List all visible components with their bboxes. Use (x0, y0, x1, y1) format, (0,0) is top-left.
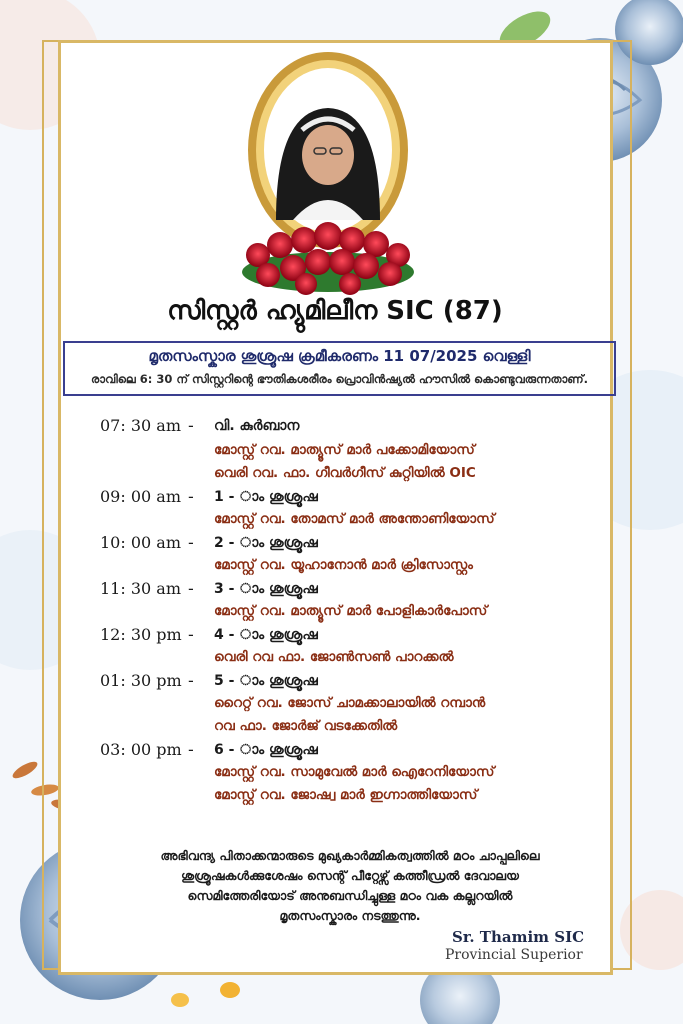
portrait (238, 50, 418, 295)
funeral-date-line: മൃതസംസ്കാര ശുശ്രൂഷ ക്രമീകരണം 11 07/2025 വെള്ളി (148, 347, 531, 365)
celebrant: റവ ഫാ. ജോർജ് വടക്കേതിൽ (214, 718, 398, 734)
celebrant: വെരി റവ. ഫാ. ഗീവർഗീസ് കുറ്റിയിൽ OIC (214, 465, 476, 481)
funeral-notice-box (63, 341, 616, 396)
celebrant: മോസ്റ്റ് റവ. മാത്യൂസ് മാർ പക്കോമിയോസ് (214, 442, 475, 458)
arrival-notice-line: രാവിലെ 6: 30 ന് സിസ്റ്ററിന്റെ ഭൗതികശരീരം പ്രൊവിൻഷ്യൽ ഹൗസിൽ കൊണ്ടുവരുന്നതാണ്. (91, 372, 588, 386)
schedule-time: 03: 00 pm (100, 740, 182, 759)
burial-line: മൃതസംസ്കാരം നടത്തുന്നു. (279, 908, 421, 923)
schedule-title: വി. കുർബാന (214, 418, 300, 434)
schedule-title: 1 - ാം ശുശ്രൂഷ (214, 489, 318, 505)
dash: - (188, 671, 194, 690)
dash: - (188, 579, 194, 598)
deceased-name: സിസ്റ്റർ ഹ്യുമിലീന SIC (87) (167, 296, 503, 326)
schedule-title: 5 - ാം ശുശ്രൂഷ (214, 673, 318, 689)
celebrant: മോസ്റ്റ് റവ. സാമുവേൽ മാർ ഐറേനിയോസ് (214, 764, 495, 780)
burial-line: സെമിത്തേരിയോട് അനുബന്ധിച്ചുള്ള മഠം വക കല്ലറയിൽ (187, 888, 513, 903)
signatory-role: Provincial Superior (445, 947, 583, 963)
celebrant: വെരി റവ ഫാ. ജോൺസൺ പാറക്കൽ (214, 649, 454, 665)
burial-line: അഭിവന്ദ്യ പിതാക്കന്മാരുടെ മുഖ്യകാർമ്മികത്വത്തിൽ മഠം ചാപ്പലിലെ (160, 848, 540, 863)
dash: - (188, 533, 194, 552)
celebrant: മോസ്റ്റ് റവ. യൂഹാനോൻ മാർ ക്രിസോസ്റ്റം (214, 557, 473, 573)
schedule-time: 12: 30 pm (100, 625, 182, 644)
schedule-title: 3 - ാം ശുശ്രൂഷ (214, 581, 318, 597)
dash: - (188, 487, 194, 506)
celebrant: റൈറ്റ് റവ. ജോസ് ചാമക്കാലായിൽ റമ്പാൻ (214, 695, 486, 711)
dash: - (188, 740, 194, 759)
red-rose-bouquet (242, 222, 414, 295)
celebrant: മോസ്റ്റ് റവ. തോമസ് മാർ അന്തോണിയോസ് (214, 511, 495, 527)
schedule-time: 11: 30 am (100, 579, 181, 598)
schedule-title: 6 - ാം ശുശ്രൂഷ (214, 742, 318, 758)
burial-notice (150, 846, 550, 926)
schedule-time: 01: 30 pm (100, 671, 182, 690)
schedule-time: 09: 00 am (100, 487, 181, 506)
celebrant: മോസ്റ്റ് റവ. ജോഷ്വ മാർ ഇഗ്നാത്തിയോസ് (214, 787, 478, 803)
dash: - (188, 416, 194, 435)
schedule-title: 4 - ാം ശുശ്രൂഷ (214, 627, 318, 643)
signatory-name: Sr. Thamim SIC (452, 928, 585, 946)
schedule-time: 07: 30 am (100, 416, 181, 435)
burial-line: ശുശ്രൂഷകൾക്കുശേഷം സെന്റ് പീറ്റേഴ്സ് കത്തീഡ്രൽ ദേവാലയ (181, 868, 519, 883)
celebrant: മോസ്റ്റ് റവ. മാത്യൂസ് മാർ പോളികാർപോസ് (214, 603, 488, 619)
schedule-title: 2 - ാം ശുശ്രൂഷ (214, 535, 318, 551)
dash: - (188, 625, 194, 644)
schedule-time: 10: 00 am (100, 533, 181, 552)
